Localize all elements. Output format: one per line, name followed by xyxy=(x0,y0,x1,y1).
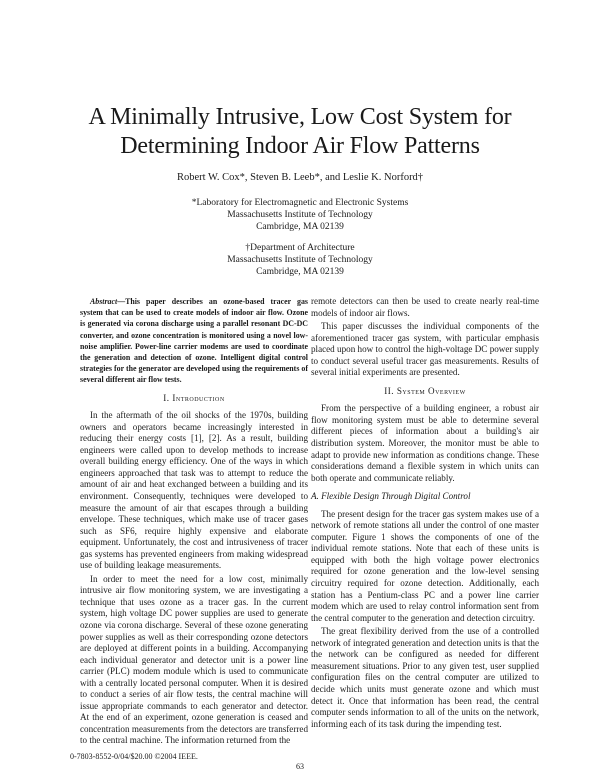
intro-paragraph-4: This paper discusses the individual components of the aforementioned tracer gas system, with particular emphasis placed upon how to control the high-voltage DC power supply to conduct several useful tracer gas measurements. Results of several initial experiments are presented. xyxy=(311,321,539,378)
copyright-footer: 0-7803-8552-0/04/$20.00 ©2004 IEEE. xyxy=(70,752,198,761)
paper-title xyxy=(40,103,560,161)
affiliation-arch-line-1: †Department of Architecture xyxy=(245,243,355,253)
abstract-text: —This paper describes an ozone-based tracer gas system that can be used to create models of indoor air flow. Ozone is generated via corona discharge using a parallel resonant DC-DC converter, and ozone concentration is monitored using a novel low-noise amplifier. Power-line carrier modems are used to coordinate the generation and detection of ozone. Intelligent digital control strategies for the generator are developed using the requirements of several different air flow tests. xyxy=(80,297,308,385)
section-heading-introduction: I. Introduction xyxy=(163,392,225,403)
intro-paragraph-1: In the aftermath of the oil shocks of the 1970s, building owners and operators became increasingly interested in reducing their energy costs [1], [2]. As a result, building engineers were called upon to develop methods to increase overall building energy efficiency. One of the ways in which engineers approached that task was to attempt to reduce the amount of air and heat exchanged between a building and its environment. Consequently, techniques were developed to measure the amount of air that escapes through a building envelope. These techniques, which make use of tracer gases such as SF6, require highly expensive and elaborate equipment. Unfortunately, the cost and intrusiveness of tracer gas systems has prevented engineers from making widespread use of building leakage measurements. xyxy=(80,410,308,571)
flexible-design-paragraph-1: The present design for the tracer gas system makes use of a network of remote stations all under the control of one master computer. Figure 1 shows the components of one of the individual remote stations. Note that each of these units is equipped with both the high voltage power electronics required for ozone generation and the low-level sensing circuitry required for ozone detection. Additionally, each station has a Pentium-class PC and a power line carrier modem which are used to relay control information sent from the central computer to the generation and detection circuitry. xyxy=(311,508,539,623)
overview-paragraph-1: From the perspective of a building engineer, a robust air flow monitoring system must be able to determine several different pieces of information about a building's air distribution system. Moreover, the monitor must be able to adapt to provide new information as conditions change. These considerations demand a flexible system in which units can both operate and communicate reliably. xyxy=(311,403,539,483)
affiliation-arch-line-3: Cambridge, MA 02139 xyxy=(256,266,344,277)
title-line-1: A Minimally Intrusive, Low Cost System for xyxy=(88,104,512,130)
title-line-2: Determining Indoor Air Flow Patterns xyxy=(120,133,480,159)
section-heading-system-overview: II. System Overview xyxy=(384,385,466,396)
author-list: Robert W. Cox*, Steven B. Leeb*, and Leslie K. Norford† xyxy=(176,172,424,183)
affiliation-lees-line-2: Massachusetts Institute of Technology xyxy=(227,209,373,220)
flexible-design-paragraph-2: The great flexibility derived from the use of a controlled network of integrated generation and detection units is that the the network can be configured as needed for different measurement situations. Prior to any given test, user supplied configuration files on the central computer are utilized to decide which units must generate ozone and which must detect it. Once that information has been read, the central computer sends information to all of the units on the network, informing each of its task during the impending test. xyxy=(311,626,539,729)
affiliation-arch-line-2: Massachusetts Institute of Technology xyxy=(227,254,373,265)
right-column xyxy=(311,296,539,730)
intro-paragraph-3: remote detectors can then be used to create nearly real-time models of indoor air flows. xyxy=(311,296,539,318)
affiliation-architecture xyxy=(140,243,460,278)
affiliation-lees-line-1: *Laboratory for Electromagnetic and Electronic Systems xyxy=(191,198,409,208)
affiliation-lees xyxy=(140,198,460,233)
page-number: 63 xyxy=(296,762,304,771)
abstract xyxy=(80,296,308,386)
affiliation-lees-line-3: Cambridge, MA 02139 xyxy=(256,221,344,232)
abstract-lead: Abstract xyxy=(90,297,118,306)
intro-paragraph-2: In order to meet the need for a low cost, minimally intrusive air flow monitoring system, we are investigating a technique that uses ozone as a tracer gas. In the current system, high voltage DC power supplies are used to generate ozone via corona discharge. Several of these ozone generating power supplies as well as their corresponding ozone detectors are deployed at different points in a building. Accompanying each individual generator and detector unit is a power line carrier (PLC) modem module which is used to communicate with a centrally located personal computer. When it is desired to conduct a series of air flow tests, the central machine will issue appropriate commands to each generator and detector. At the end of an experiment, ozone generation is ceased and concentration measurements from the detectors are transferred to the central machine. The information returned from the xyxy=(80,573,308,746)
subsection-heading-flexible-design: A. Flexible Design Through Digital Control xyxy=(311,491,471,502)
left-column xyxy=(80,296,308,747)
